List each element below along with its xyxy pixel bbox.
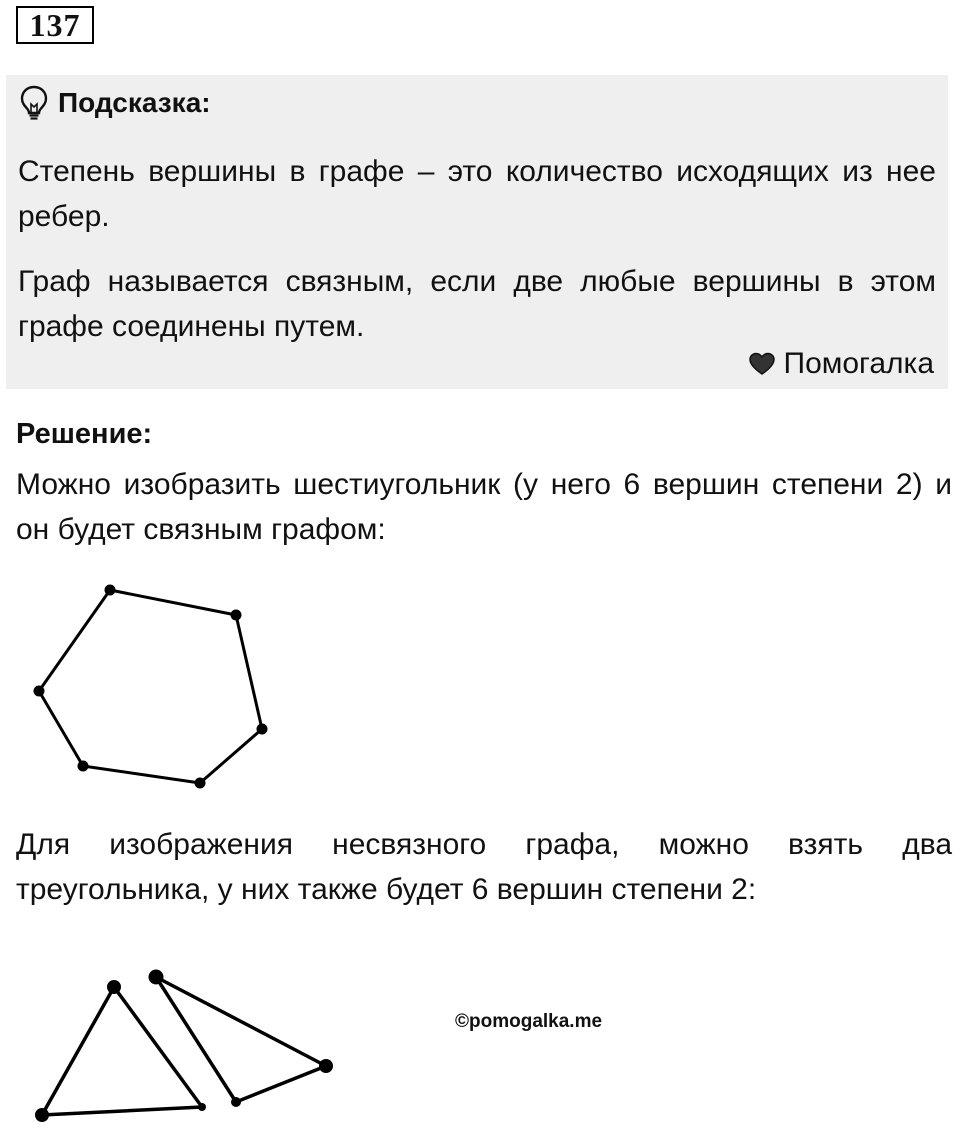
signature-label: Помогалка [783, 347, 934, 380]
hexagon-vertices [34, 585, 268, 789]
heart-icon [748, 352, 776, 376]
watermark: ©pomogalka.me [455, 1011, 603, 1032]
hexagon-edges [39, 590, 262, 783]
hint-paragraph-degree: Степень вершины в графе – это количество исходящих из нее ребер. [18, 155, 936, 233]
solution-text-hexagon: Можно изобразить шестиугольник (у него 6 вершин степени 2) и он будет связным графом: [16, 468, 952, 546]
solution-text-triangles: Для изображения несвязного графа, можно взять два треугольника, у них также будет 6 вершин степени 2: [16, 828, 952, 906]
solution-title: Решение: [16, 418, 153, 450]
two-triangles-graph [0, 960, 360, 1131]
hint-title: Подсказка: [58, 87, 211, 118]
hint-header [20, 85, 211, 121]
hint-box [6, 75, 948, 389]
triangles-edges [42, 977, 326, 1115]
signature [748, 347, 935, 381]
lightbulb-icon [20, 85, 48, 121]
task-number: 137 [16, 6, 94, 44]
hexagon-graph [0, 570, 300, 810]
hint-paragraph-connected: Граф называется связным, если две любые вершины в этом графе соединены путем. [18, 265, 936, 343]
